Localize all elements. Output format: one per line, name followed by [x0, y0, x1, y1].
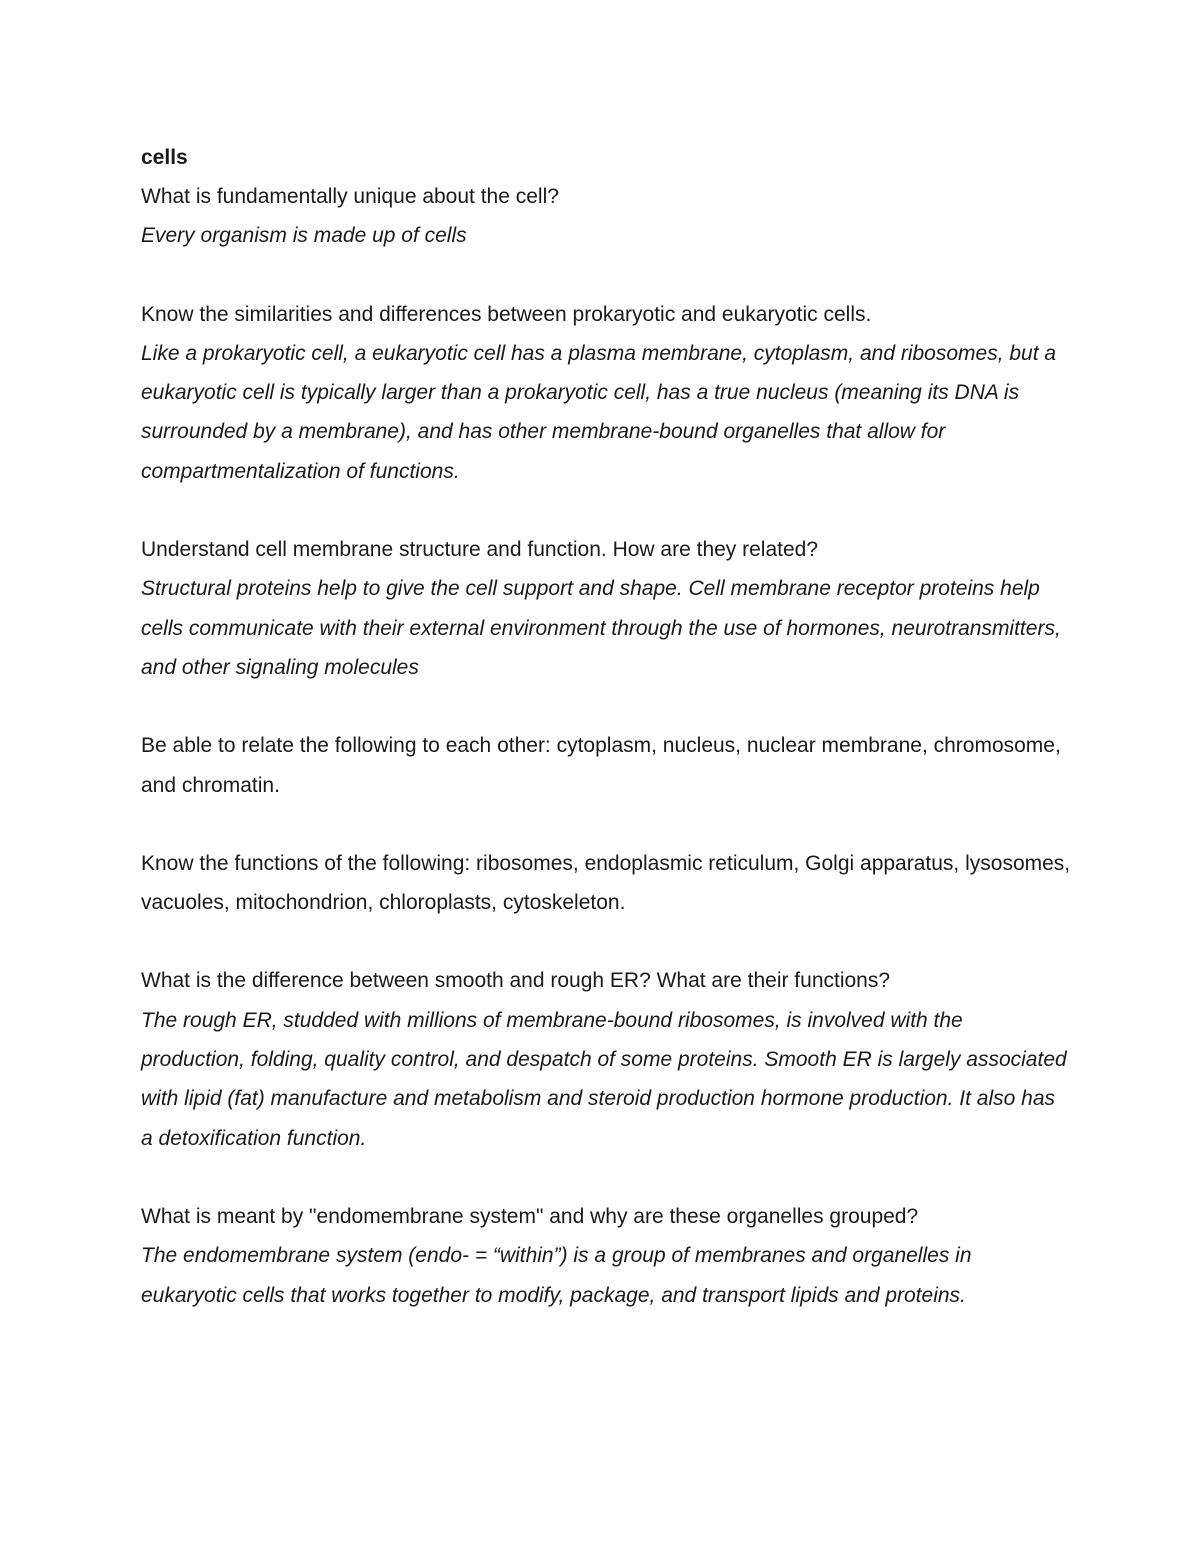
section-unique-cell: [141, 177, 1071, 256]
section-prokaryotic-eukaryotic: [141, 295, 1071, 491]
section-organelle-functions: [141, 844, 1071, 923]
question-text: What is the difference between smooth and rough ER? What are their functions?: [141, 969, 891, 993]
section-smooth-rough-er: [141, 961, 1071, 1157]
question-text: Know the similarities and differences between prokaryotic and eukaryotic cells.: [141, 302, 872, 326]
question-text: Know the functions of the following: ribosomes, endoplasmic reticulum, Golgi apparatus, lysosomes, vacuoles, mitochondrion, chloroplasts, cytoskeleton.: [141, 851, 1071, 915]
answer-text: Structural proteins help to give the cell support and shape. Cell membrane receptor proteins help cells communicate with their external environment through the use of hormones, neurotransmitters, and other signaling molecules: [141, 577, 1061, 679]
answer-text: Every organism is made up of cells: [141, 224, 467, 248]
section-cell-membrane: [141, 530, 1071, 687]
section-relate-structures: [141, 726, 1071, 805]
question-text: What is fundamentally unique about the cell?: [141, 185, 559, 208]
document-page: [141, 138, 1071, 1354]
question-text: Understand cell membrane structure and function. How are they related?: [141, 538, 819, 562]
answer-text: Like a prokaryotic cell, a eukaryotic cell has a plasma membrane, cytoplasm, and ribosomes, but a eukaryotic cell is typically larger than a prokaryotic cell, has a true nucleus (meaning its DNA is surrounded by a membrane), and has other membrane-bound organelles that allow for compartmentalization of functions.: [141, 341, 1057, 483]
answer-text: The endomembrane system (endo- = “within”) is a group of membranes and organelles in eukaryotic cells that works together to modify, package, and transport lipids and proteins.: [141, 1244, 972, 1307]
question-text: What is meant by "endomembrane system" and why are these organelles grouped?: [141, 1204, 919, 1228]
section-endomembrane-system: [141, 1197, 1071, 1315]
question-text: Be able to relate the following to each other: cytoplasm, nucleus, nuclear membrane, chromosome, and chromatin.: [141, 734, 1061, 797]
answer-text: The rough ER, studded with millions of membrane-bound ribosomes, is involved with the production, folding, quality control, and despatch of some proteins. Smooth ER is largely associated with lipid (fat) manufacture and metabolism and steroid production hormone production. It also has a detoxification function.: [141, 1008, 1067, 1150]
document-title: cells: [141, 146, 188, 169]
